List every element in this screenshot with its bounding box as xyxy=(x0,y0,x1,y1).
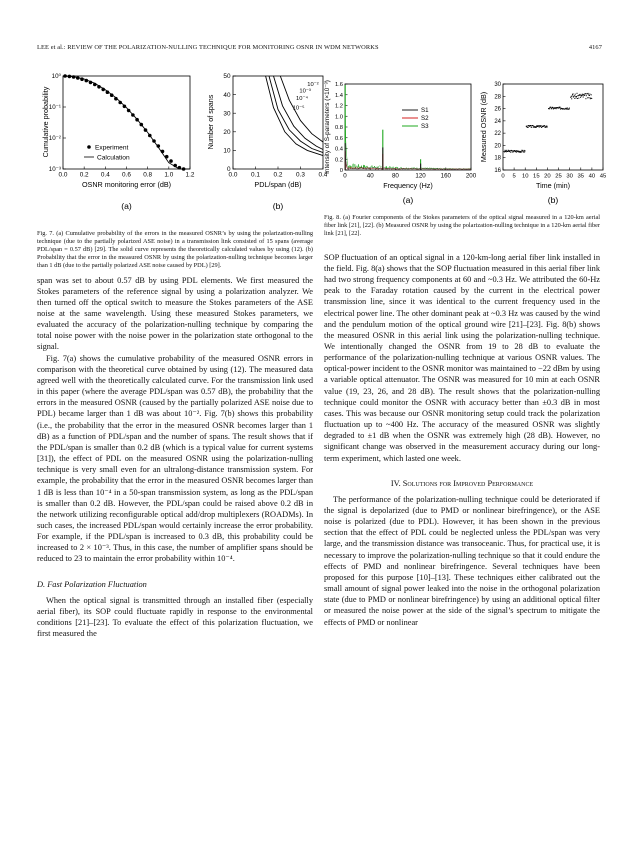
fig8b-point xyxy=(580,94,581,95)
fig8a-legend-label-s3: S3 xyxy=(421,123,429,131)
fig7a-chart xyxy=(41,73,195,211)
fig7a-experiment-point xyxy=(140,123,144,127)
fig8b-point xyxy=(573,93,574,94)
fig8a-x-tick-label: 80 xyxy=(391,172,399,180)
fig7a-y-ticks xyxy=(49,73,66,173)
fig8b-point xyxy=(576,97,577,98)
fig8b-x-tick-label: 5 xyxy=(512,173,516,180)
fig8b-point xyxy=(546,126,547,127)
fig7a-experiment-point xyxy=(93,83,97,87)
fig7a-experiment-point xyxy=(152,139,156,143)
fig8b-point xyxy=(523,152,524,153)
fig7a-experiment-point xyxy=(63,74,67,78)
fig8a-x-tick-label: 120 xyxy=(415,172,426,180)
fig7b-x-tick-label: 0.0 xyxy=(228,171,238,179)
fig8b-x-tick-label: 10 xyxy=(521,173,529,180)
fig7a-experiment-point xyxy=(157,144,161,148)
fig7a-y-tick-label: 10⁻² xyxy=(48,135,61,143)
fig8b-point xyxy=(549,108,550,109)
fig8a-y-tick-label: 0.2 xyxy=(334,157,343,164)
fig8b-point xyxy=(534,126,535,127)
fig7a-experiment-point xyxy=(173,164,177,168)
fig8b-point xyxy=(560,107,561,108)
fig8b-point xyxy=(556,108,557,109)
fig7a-experiment-point xyxy=(85,79,89,83)
right-paragraph-1: SOP fluctuation of an optical signal in a 120-km-long aerial fiber link installed in the field. Fig. 8(a) shows that the SOP fluctuation measured in this aerial fiber link had two strong frequency components at 60 and ~0.3 Hz. We attributed the 60-Hz peak to the Faraday rotation caused by the current in the electrical power transmission line, since it was identical to the current frequency used in the electrical power line. The other dominant peak at ~0.3 Hz was caused by the wind and the pendulum motion of the optical ground wire [21]–[23]. Fig. 8(b) shows the measured OSNR in this aerial link using the polarization-nulling technique. We intentionally changed the OSNR from 19 to 28 dB to evaluate the performance of the polarization-nulling technique at various OSNR values. The optical-power incident to the OSNR monitor was maintained to −22 dBm by using a variable optical attenuator. The OSNR was measured for 10 min at each OSNR value (19, 23, 26, and 28 dB). The result shows that the polarization-nulling technique could monitor the OSNR with accuracy better than ±0.3 dB in most cases. This was because our OSNR monitoring setup could track the polarization fluctuation up to ~400 Hz. The accuracy of the measured OSNR was slightly degraded to ±1 dB when the OSNR was extremely high (28 dB). However, no significant change was observed in the measurement accuracy during our long-term experiment, which lasted one week. xyxy=(324,252,600,463)
fig8b-point xyxy=(587,93,588,94)
fig7b-x-tick-label: 0.4 xyxy=(318,171,327,179)
subsection-title: D. Fast Polarization Fluctuation xyxy=(37,579,147,589)
fig8b-point xyxy=(578,98,579,99)
fig8b-point xyxy=(547,127,548,128)
fig7a-x-tick-label: 0.2 xyxy=(79,171,89,179)
fig8a-x-tick-label: 40 xyxy=(366,172,374,180)
fig8b-point xyxy=(553,107,554,108)
fig7b-y-ticks xyxy=(223,73,236,173)
fig8b-point xyxy=(577,93,578,94)
fig8b-point xyxy=(588,93,589,94)
fig7a-experiment-point xyxy=(76,76,80,80)
fig8a-series-s3-trace xyxy=(345,116,471,170)
fig7a-x-label: OSNR monitoring error (dB) xyxy=(81,180,172,189)
fig8b-y-tick-label: 18 xyxy=(494,155,501,162)
fig8a-chart xyxy=(324,80,477,205)
fig8b-point xyxy=(544,125,545,126)
fig8b-point xyxy=(583,97,584,98)
fig8a-x-tick-label: 0 xyxy=(343,172,347,180)
fig8a-y-tick-label: 0 xyxy=(339,168,343,174)
fig8b-point xyxy=(512,150,513,151)
fig8a-y-tick-label: 1.6 xyxy=(334,82,343,88)
fig8b-point xyxy=(591,98,592,99)
fig7b-curve-label: 10⁻³ xyxy=(299,88,311,95)
fig7b-y-tick-label: 0 xyxy=(226,166,231,174)
fig7b-curve-label: 10⁻⁴ xyxy=(296,96,308,103)
fig8b-y-tick-label: 24 xyxy=(494,118,501,125)
fig8b-point xyxy=(589,95,590,96)
fig7a-experiment-point xyxy=(161,150,165,154)
fig8b-point xyxy=(510,152,511,153)
fig7b-y-label: Number of spans xyxy=(206,94,215,150)
fig8a-legend-label-s1: S1 xyxy=(421,107,429,115)
fig7a-experiment-point xyxy=(131,113,135,117)
fig8b-y-tick-label: 28 xyxy=(494,94,501,101)
fig8b-point xyxy=(590,98,591,99)
fig8b-panel-label: (b) xyxy=(547,195,559,205)
fig8b-x-tick-label: 45 xyxy=(599,173,607,180)
fig8b-point xyxy=(516,150,517,151)
fig8b-x-tick-label: 15 xyxy=(533,173,540,180)
fig8b-point xyxy=(541,125,542,126)
fig8b-y-label: Measured OSNR (dB) xyxy=(479,91,488,163)
fig7a-experiment-point xyxy=(144,128,148,132)
left-paragraph-3: When the optical signal is transmitted through an installed fiber (especially aerial fiber), its SOP could fluctuate rapidly in response to the environmental conditions [21]–[23]. To evaluate the effect of this polarization fluctuation, we first measured the xyxy=(37,595,313,639)
fig7a-experiment-point xyxy=(68,75,72,79)
fig7b-x-tick-label: 0.1 xyxy=(251,171,260,179)
fig8b-point xyxy=(536,127,537,128)
fig7a-experiment-point xyxy=(110,93,114,97)
fig8b-x-label: Time (min) xyxy=(535,181,571,190)
fig8b-point xyxy=(574,98,575,99)
fig8b-point xyxy=(575,96,576,97)
fig8b-point xyxy=(506,151,507,152)
fig8b-x-tick-label: 20 xyxy=(544,173,551,180)
legend-experiment-label: Experiment xyxy=(95,144,129,152)
fig8b-point xyxy=(578,95,579,96)
left-column xyxy=(37,230,313,639)
fig7b-panel-label: (b) xyxy=(272,201,284,211)
fig7b-curve-label: 10⁻⁵ xyxy=(292,105,305,112)
fig7a-experiment-point xyxy=(182,167,186,171)
figure-7-svg xyxy=(37,72,327,222)
fig8b-point xyxy=(537,125,538,126)
fig7a-y-tick-label: 10⁻¹ xyxy=(48,104,61,112)
fig8b-point xyxy=(510,150,511,151)
fig8b-x-tick-label: 25 xyxy=(555,173,562,180)
fig7b-y-tick-label: 30 xyxy=(223,110,231,118)
fig7b-x-tick-label: 0.3 xyxy=(296,171,305,179)
fig8b-point xyxy=(508,151,509,152)
fig8b-point xyxy=(515,151,516,152)
fig8b-point xyxy=(575,94,576,95)
fig8b-chart xyxy=(479,82,607,205)
fig8b-point xyxy=(539,127,540,128)
left-paragraph-2: Fig. 7(a) shows the cumulative probability of the measured OSNR errors in comparison with the theoretical curve obtained by using (12). The measured data agreed well with the theoretically calculated curve. For the transmission link used in this paper (where the average PDL/span was 0.57 dB), the probability that the errors in the measured OSNR (caused by the partially polarized ASE noise due to PDL) became larger than 1 dB was about 10⁻². Fig. 7(b) shows this probability (i.e., the probability that the error in the measured OSNR becomes larger than 1 dB) as a function of PDL/span and the number of spans. The result shows that if the PDL/span is smaller than 0.2 dB (which is a typical value for current systems [31]), the effect of PDL on the measured OSNR using the polarization-nulling technique is very small even for an ultralong-distance transmission system. For example, the probability that the error in the measured OSNR becomes larger than 1 dB is less than 10⁻⁴ in a 50-span transmission system, as long as the PDL/span is smaller than 0.2 dB. However, the PDL/span could be raised above 0.2 dB in the network utilizing reconfigurable optical add/drop multiplexers (ROADMs). In such cases, the increased PDL/span would certainly increase the error probability. For example, if the PDL/span is increased to 0.3 dB, this probability could be increased to 2 × 10⁻³. Thus, in this case, the number of amplifier spans should be reduced to 23 to maintain the error probability within 10⁻⁴. xyxy=(37,353,313,564)
fig8b-point xyxy=(589,97,590,98)
fig8b-point xyxy=(550,107,551,108)
fig8b-point xyxy=(576,96,577,97)
fig8b-point xyxy=(527,125,528,126)
fig8a-y-tick-label: 0.4 xyxy=(334,146,343,153)
fig8a-y-tick-label: 1.4 xyxy=(334,92,343,99)
fig8b-y-tick-label: 26 xyxy=(494,106,501,113)
fig8a-y-tick-label: 1.0 xyxy=(334,114,343,121)
fig8b-x-tick-label: 0 xyxy=(501,173,505,180)
fig7a-experiment-point xyxy=(169,159,173,163)
fig7a-panel-label: (a) xyxy=(121,201,132,211)
fig7a-experiment-point xyxy=(101,88,105,92)
fig8a-y-label: Intensity of S-parameters (×10⁻³) xyxy=(324,80,331,174)
fig8b-point xyxy=(585,93,586,94)
fig8b-x-ticks xyxy=(501,168,607,180)
fig8b-point xyxy=(506,150,507,151)
right-column xyxy=(324,214,600,628)
fig8b-point xyxy=(589,94,590,95)
fig8b-point xyxy=(569,109,570,110)
fig8b-point xyxy=(558,108,559,109)
fig7a-y-label: Cumulative probability xyxy=(41,86,50,158)
figure-8 xyxy=(320,72,610,212)
fig7b-y-tick-label: 10 xyxy=(223,147,231,155)
fig7a-x-ticks xyxy=(59,167,195,179)
fig7a-experiment-point xyxy=(72,75,76,79)
fig8b-point xyxy=(571,96,572,97)
fig8b-y-tick-label: 22 xyxy=(494,131,501,138)
fig8b-frame xyxy=(503,84,603,170)
fig7a-y-tick-label: 10⁰ xyxy=(51,73,61,81)
fig8b-y-tick-label: 30 xyxy=(494,82,501,88)
fig7a-x-tick-label: 1.2 xyxy=(185,171,195,179)
fig8b-point xyxy=(524,152,525,153)
fig7a-experiment-point xyxy=(106,90,110,94)
fig8b-y-ticks xyxy=(494,82,505,174)
fig8b-point xyxy=(591,94,592,95)
fig7b-y-tick-label: 20 xyxy=(223,129,231,136)
fig8a-frame xyxy=(345,84,471,170)
page-number: 4167 xyxy=(588,44,602,51)
fig8b-y-tick-label: 16 xyxy=(494,168,501,174)
fig8b-x-tick-label: 40 xyxy=(588,173,596,180)
fig7b-x-ticks xyxy=(226,166,327,179)
fig8a-series xyxy=(345,85,471,170)
fig8b-point xyxy=(582,95,583,96)
fig8b-point xyxy=(524,150,525,151)
fig8a-x-label: Frequency (Hz) xyxy=(383,181,433,190)
fig8b-point xyxy=(505,150,506,151)
section-heading xyxy=(324,478,600,489)
figure-7 xyxy=(37,72,327,222)
fig7a-x-tick-label: 0.8 xyxy=(143,171,153,179)
fig8b-point xyxy=(585,98,586,99)
fig8a-y-tick-label: 0.8 xyxy=(334,125,343,131)
fig8b-point xyxy=(581,96,582,97)
fig8b-point xyxy=(569,108,570,109)
fig8b-point xyxy=(580,97,581,98)
fig8b-x-tick-label: 35 xyxy=(577,173,585,180)
fig7a-experiment-point xyxy=(123,105,127,109)
fig7a-experiment-point xyxy=(80,77,84,81)
fig8a-legend xyxy=(402,107,429,130)
fig7a-experiment-point xyxy=(148,134,152,138)
fig7a-x-tick-label: 0.4 xyxy=(100,171,110,179)
fig8b-point xyxy=(579,95,580,96)
fig8a-x-tick-label: 160 xyxy=(440,172,451,180)
figure-8-svg xyxy=(320,72,610,212)
fig8a-x-tick-label: 200 xyxy=(465,172,477,180)
fig8a-panel-label: (a) xyxy=(402,195,414,205)
fig8b-point xyxy=(570,97,571,98)
fig7b-series xyxy=(266,76,323,156)
fig8b-point xyxy=(530,125,531,126)
fig8b-point xyxy=(572,95,573,96)
fig7b-chart xyxy=(206,73,327,211)
running-header-title: LEE et al.: REVIEW OF THE POLARIZATION-NULLING TECHNIQUE FOR MONITORING OSNR IN WDM NETWORKS xyxy=(37,44,379,51)
fig8b-point xyxy=(521,152,522,153)
fig7b-x-label: PDL/span (dB) xyxy=(254,180,302,189)
fig8b-point xyxy=(582,94,583,95)
fig8b-series xyxy=(504,93,593,153)
fig7a-experiment-point xyxy=(165,155,169,159)
fig7a-experiment-point xyxy=(127,109,131,113)
fig7a-experiment-point xyxy=(178,166,182,170)
fig8b-point xyxy=(574,95,575,96)
fig8a-y-tick-label: 1.2 xyxy=(334,103,343,110)
fig7b-y-tick-label: 40 xyxy=(223,91,231,99)
fig7a-x-tick-label: 1.0 xyxy=(164,171,174,179)
fig8b-point xyxy=(577,98,578,99)
fig7b-y-tick-label: 50 xyxy=(223,73,231,81)
fig7b-x-tick-label: 0.2 xyxy=(273,171,283,179)
fig8b-point xyxy=(567,107,568,108)
figure-8-caption: Fig. 8. (a) Fourier components of the Stokes parameters of the optical signal measured in a 120-km aerial fiber link [21], [22]. (b) Measured OSNR by using the polarization-nulling technique in a 120-km aerial fiber link [21], [22]. xyxy=(324,214,600,237)
fig7a-y-tick-label: 10⁻³ xyxy=(48,166,61,174)
fig8b-point xyxy=(518,151,519,152)
right-paragraph-2: The performance of the polarization-nulling technique could be deteriorated if the signal is depolarized (due to PMD or nonlinear birefringence), or the ASE noise is polarized (due to PDL). However, it has been shown in the previous section that the effect of PDL could be neglected unless the PDL/span was very large, and the transmission distance was transoceanic. Thus, for practical use, it is necessary to improve the polarization-nulling technique so that it could endure the effects of PMD and nonlinear birefringence. Several techniques have been proposed for this purpose [10]–[13]. These techniques either calibrated out the small amount of signal power leaked into the noise in the orthogonal polarization state (due to PMD or nonlinear birefringence) by using an additional optical filter or measured the noise power at the side of the signal’s spectrum to mitigate the effects of PMD or nonlinear xyxy=(324,494,600,627)
fig8a-series-s1-trace xyxy=(345,151,471,170)
fig8b-point xyxy=(514,150,515,151)
fig8a-y-tick-label: 0.6 xyxy=(334,135,343,142)
fig8b-point xyxy=(546,127,547,128)
fig8b-point xyxy=(566,109,567,110)
fig8b-point xyxy=(528,127,529,128)
fig8b-point xyxy=(581,95,582,96)
fig7a-experiment-point xyxy=(89,81,93,85)
section-title: Solutions for Improved Performance xyxy=(402,478,534,488)
left-paragraph-1: span was set to about 0.57 dB by using PDL elements. We first measured the Stokes parameters of the reference signal by using a polarization analyzer. We then turned off the optical switch to measure the Stokes parameters of the ASE noise at the same wavelength. Using these measured Stokes parameters, we evaluated the accuracy of the polarization-nulling technique by comparing the total noise power with the noise power in the polarization state orthogonal to the signal. xyxy=(37,275,313,352)
fig7a-x-tick-label: 0.6 xyxy=(122,171,131,179)
fig8b-point xyxy=(533,125,534,126)
fig7a-experiment-point xyxy=(135,118,139,122)
fig8b-point xyxy=(551,108,552,109)
fig8b-point xyxy=(505,150,506,151)
fig7a-experiment-point xyxy=(114,97,118,101)
fig8b-point xyxy=(538,125,539,126)
fig8b-point xyxy=(525,150,526,151)
fig7a-experiment-point xyxy=(97,85,101,89)
fig7a-x-tick-label: 0.0 xyxy=(58,171,68,179)
section-number: IV. xyxy=(390,478,401,488)
legend-experiment-marker xyxy=(87,145,91,149)
fig8b-point xyxy=(587,97,588,98)
fig8b-point xyxy=(545,127,546,128)
fig8b-point xyxy=(513,151,514,152)
fig8b-point xyxy=(584,95,585,96)
fig8b-point xyxy=(526,126,527,127)
fig8a-legend-label-s2: S2 xyxy=(421,115,429,123)
fig8b-point xyxy=(531,127,532,128)
fig8b-point xyxy=(586,95,587,96)
fig8b-point xyxy=(571,98,572,99)
fig8b-y-tick-label: 20 xyxy=(494,143,501,150)
fig7a-experiment-point xyxy=(118,101,122,105)
fig8b-x-tick-label: 30 xyxy=(566,173,573,180)
fig7b-curve-label: 10⁻² xyxy=(307,82,319,89)
legend-calculation-label: Calculation xyxy=(97,154,130,162)
figure-7-caption: Fig. 7. (a) Cumulative probability of the errors in the measured OSNR’s by using the polarization-nulling technique (due to the partially polarized ASE noise) in a transmission link consisted of 15 spans (average PDL/span = 0.57 dB) [29]. The solid curve represents the theoretically calculated values by using (12). (b) Probability that the error in the measured OSNR by using the polarization-nulling technique becomes larger than 1 dB (due to the partially polarized ASE noise caused by PDL) [29]. xyxy=(37,230,313,269)
